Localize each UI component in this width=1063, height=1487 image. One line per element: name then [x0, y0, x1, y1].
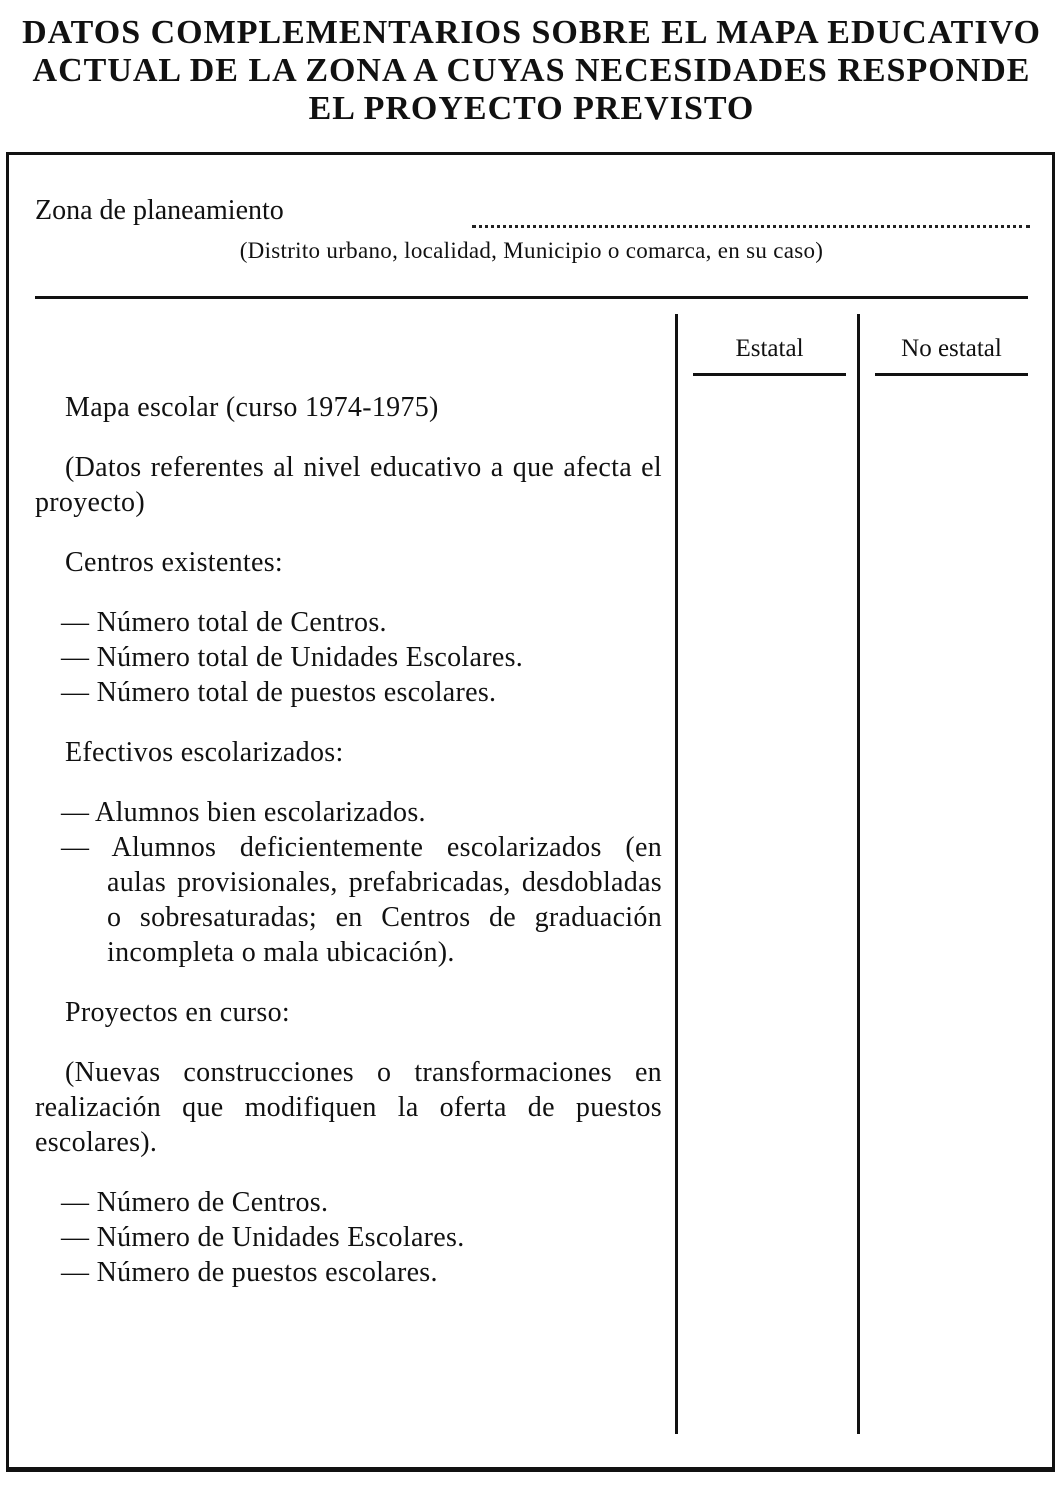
list-item: — Número de puestos escolares. [61, 1257, 438, 1288]
list-item: — Número de Unidades Escolares. [61, 1222, 465, 1253]
column-divider-no-estatal [857, 314, 860, 1434]
proyectos-heading: Proyectos en curso: [65, 997, 290, 1028]
proyectos-note: (Nuevas construcciones o transformaciones en realización que modifiquen la oferta de puestos escolares). [35, 1057, 662, 1158]
column-header-rule-no-estatal [875, 373, 1028, 376]
title-line-3: EL PROYECTO PREVISTO [308, 90, 755, 127]
column-header-no-estatal: No estatal [901, 335, 1002, 362]
zona-hint: (Distrito urbano, localidad, Municipio o comarca, en su caso) [239, 238, 824, 263]
title-line-1: DATOS COMPLEMENTARIOS SOBRE EL MAPA EDUCATIVO [22, 14, 1041, 51]
column-divider-estatal [675, 314, 678, 1434]
efectivos-heading: Efectivos escolarizados: [65, 737, 344, 768]
datos-note: (Datos referentes al nivel educativo a que afecta el proyecto) [35, 452, 662, 518]
list-item: — Número de Centros. [61, 1187, 329, 1218]
list-item: — Alumnos deficientemente escolarizados (en aulas provisionales, prefabricadas, desdobladas o sobresaturadas; en Centros de graduación incompleta o mala ubicación). [61, 832, 662, 968]
zona-label: Zona de planeamiento [35, 195, 284, 226]
zona-field[interactable] [35, 195, 1030, 235]
list-item: — Número total de Unidades Escolares. [61, 642, 524, 673]
list-item: — Número total de Centros. [61, 607, 387, 638]
section-divider [35, 296, 1028, 299]
list-item: — Número total de puestos escolares. [61, 677, 497, 708]
zona-fill-line[interactable] [472, 195, 1030, 228]
mapa-escolar: Mapa escolar (curso 1974-1975) [65, 392, 439, 423]
document-title [0, 14, 1063, 128]
column-header-rule-estatal [693, 373, 846, 376]
list-item: — Alumnos bien escolarizados. [61, 797, 426, 828]
questionnaire-text [35, 390, 662, 1290]
title-line-2: ACTUAL DE LA ZONA A CUYAS NECESIDADES RESPONDE [32, 52, 1031, 89]
column-header-estatal: Estatal [735, 335, 804, 362]
centros-heading: Centros existentes: [65, 547, 283, 578]
